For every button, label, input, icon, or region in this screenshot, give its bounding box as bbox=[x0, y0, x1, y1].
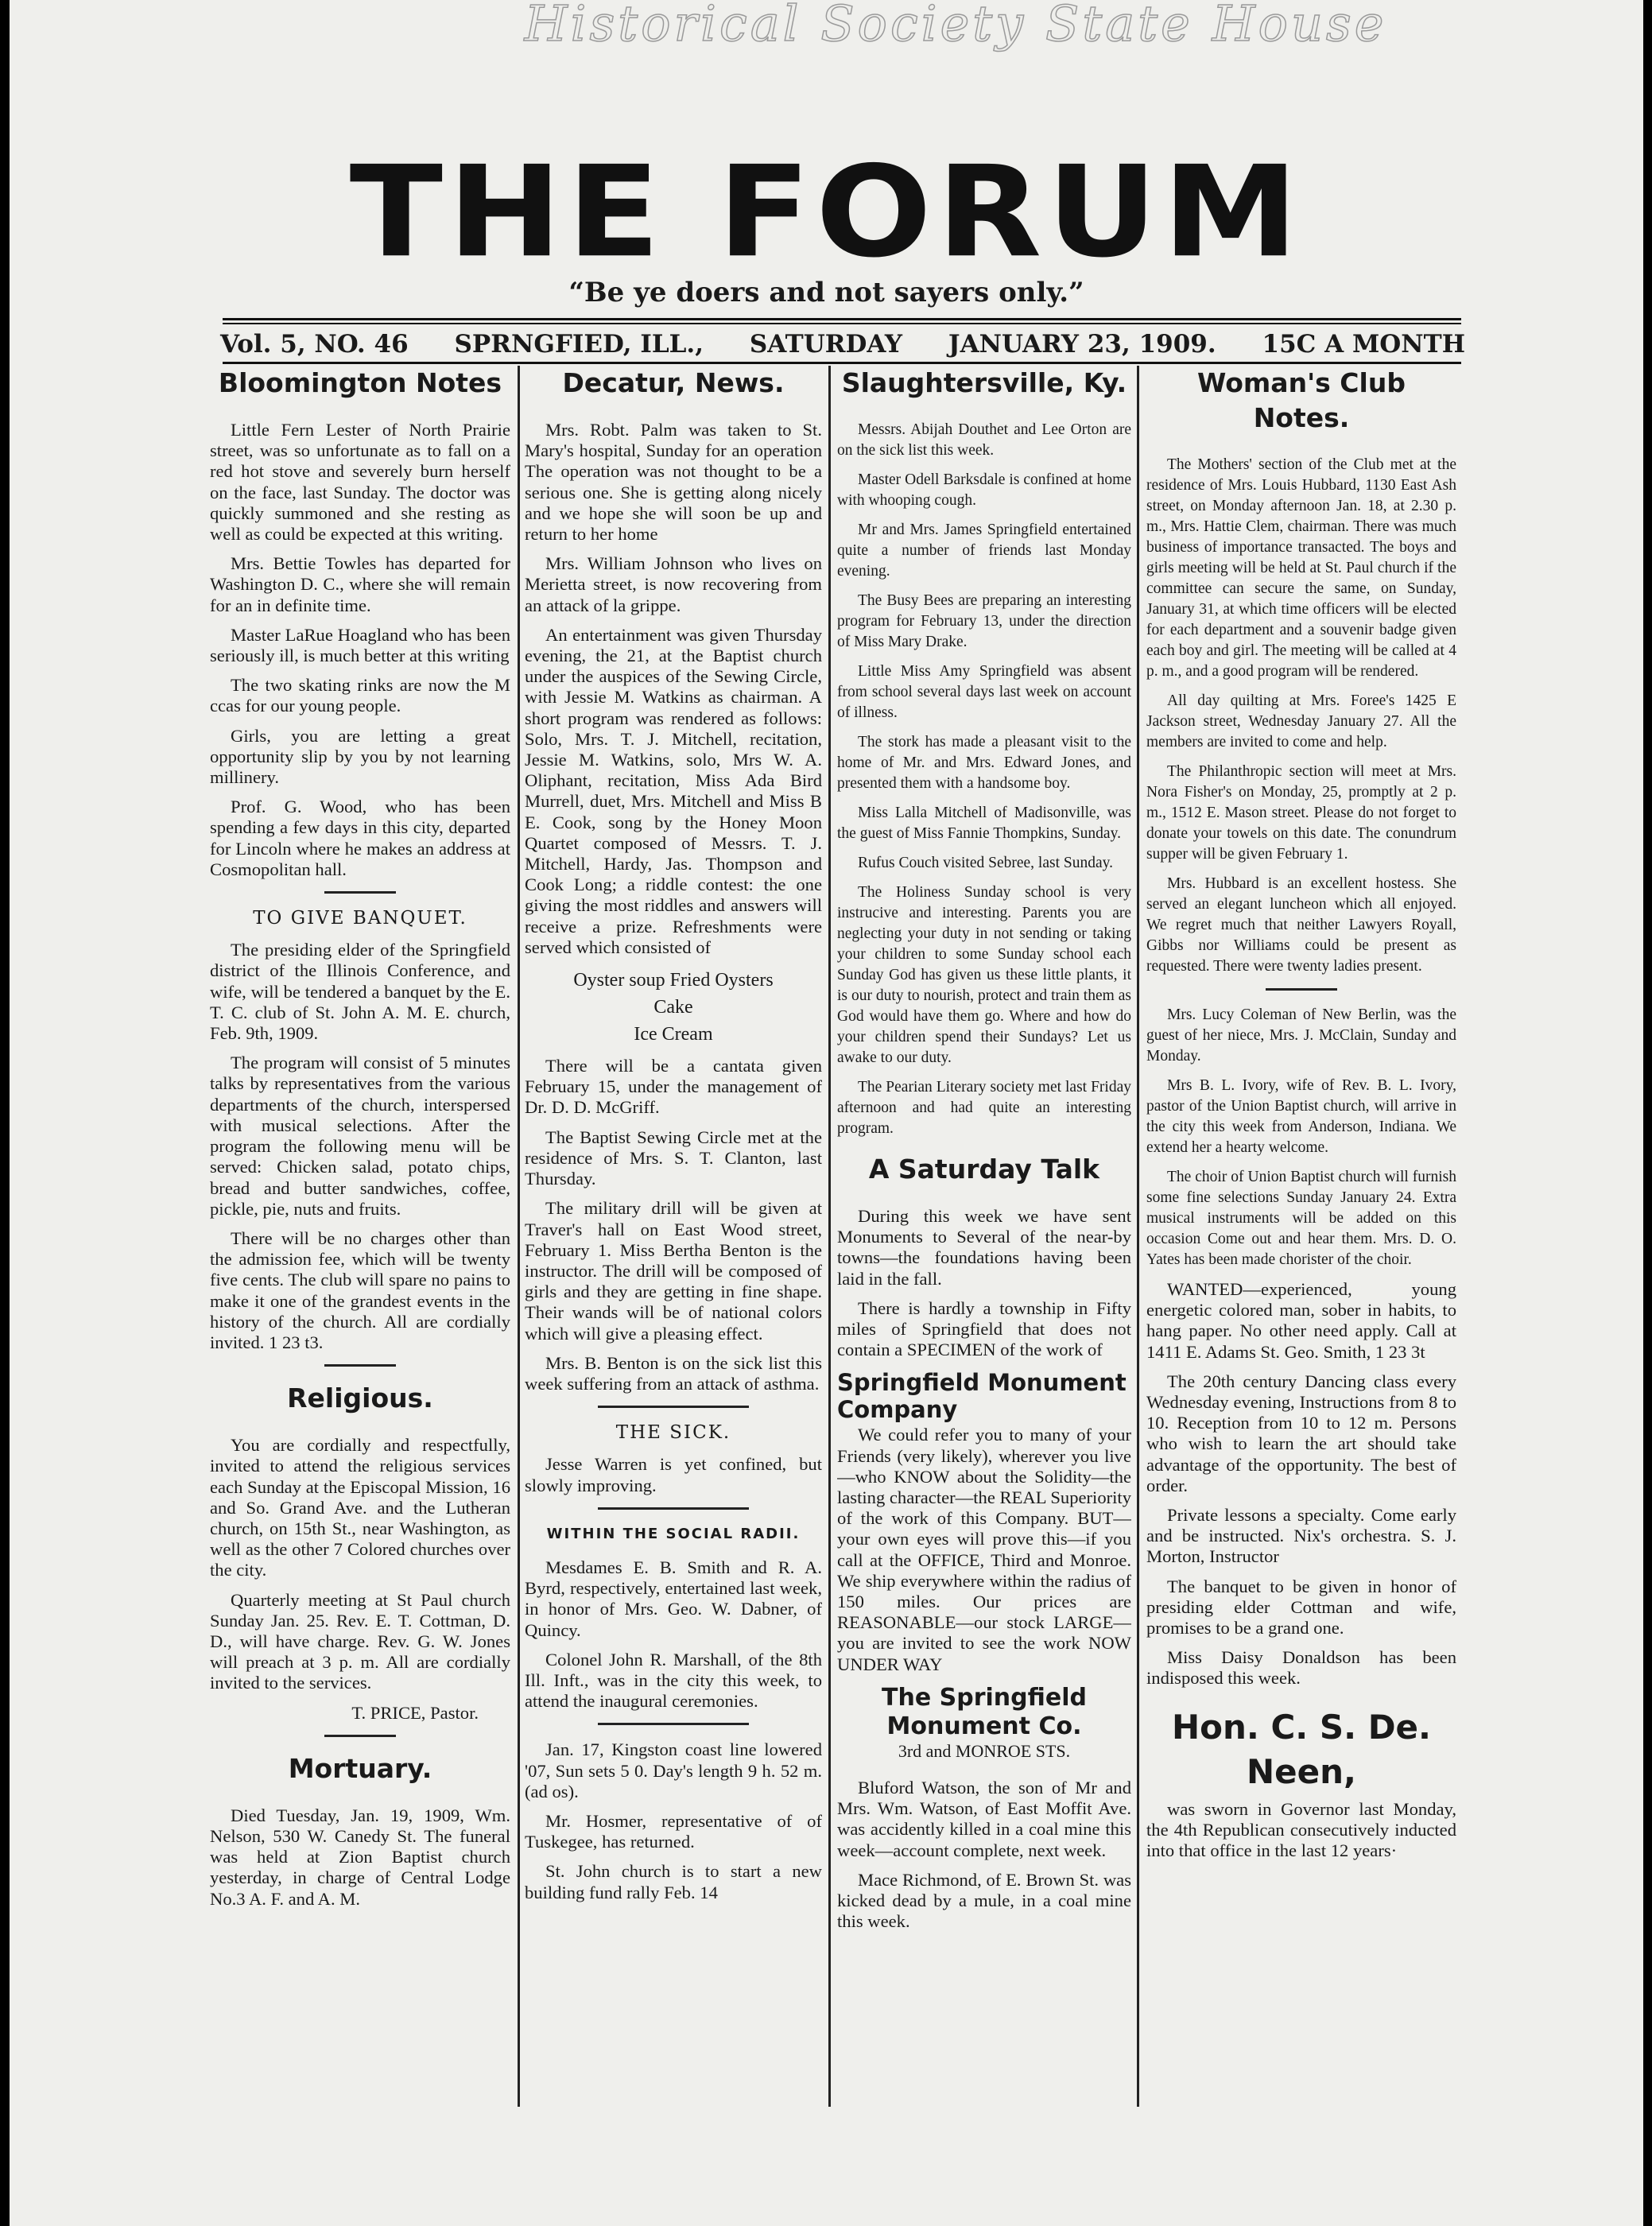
divider bbox=[598, 1507, 749, 1510]
paragraph: The military drill will be given at Traver's hall on East Wood street, February 1. Miss Bertha Benton is the instructor. The drill will be composed of girls and they are getting in fine shape. Their wands will be of national colors which will give a pleasing effect. bbox=[525, 1198, 822, 1344]
paragraph: Private lessons a specialty. Come early and be instructed. Nix's orchestra. S. J. Morton, Instructor bbox=[1146, 1505, 1456, 1567]
paragraph: Miss Lalla Mitchell of Madisonville, was the guest of Miss Fannie Thompkins, Sunday. bbox=[837, 805, 1131, 842]
subheading: TO GIVE BANQUET. bbox=[253, 908, 467, 929]
divider bbox=[324, 891, 396, 894]
section-heading: Decatur, News. bbox=[562, 367, 785, 398]
column-rule bbox=[1137, 366, 1139, 2107]
paragraph: Mrs. Lucy Coleman of New Berlin, was the guest of her niece, Mrs. J. McClain, Sunday and Monday. bbox=[1146, 1006, 1456, 1065]
newspaper-page bbox=[10, 0, 1643, 2226]
subheading: WITHIN THE SOCIAL RADII. bbox=[546, 1525, 801, 1542]
section-heading: A Saturday Talk bbox=[868, 1154, 1100, 1185]
paragraph: Quarterly meeting at St Paul church Sunday Jan. 25. Rev. E. T. Cottman, D. D., will have charge. Rev. G. W. Jones will preach at 3 p. m. All are cordially invited to the services. bbox=[210, 1589, 510, 1693]
dateline-date: JANUARY 23, 1909. bbox=[948, 330, 1216, 359]
column-4 bbox=[1146, 366, 1456, 2226]
paragraph: Girls, you are letting a great opportunity slip by you by not learning millinery. bbox=[210, 725, 510, 788]
paragraph: Messrs. Abijah Douthet and Lee Orton are on the sick list this week. bbox=[837, 421, 1131, 459]
paragraph: The Philanthropic section will meet at Mrs. Nora Fisher's on Monday, 25, promptly at 2 p. m., 1512 E. Mason street. Please do not forget to donate your towels on this date. The conundrum supper will be given February 1. bbox=[1146, 763, 1456, 863]
paragraph: The Mothers' section of the Club met at the residence of Mrs. Louis Hubbard, 1130 East Ash street, on Monday afternoon Jan. 18, at 2.30 p. m., Mrs. Hattie Clem, chairman. There was much business of importance transacted. The boys and girls meeting will be held at St. Paul church if the committee can secure the same, on Sunday, January 31, at which time officers will be elected for each department and a souvenir badge given each boy and girl. The meeting will be called at 4 p. m., and a good program will be rendered. bbox=[1146, 456, 1456, 680]
paragraph: An entertainment was given Thursday evening, the 21, at the Baptist church under the auspices of the Sewing Circle, with Jessie M. Watkins as chairman. A short program was rendered as follows: Solo, Mrs. T. J. Mitchell, recitation, Jessie M. Watkins, solo, Mrs W. A. Oliphant, recitation, Miss Ada Bird Murrell, duet, Mrs. Mitchell and Miss B E. Cook, song by the Honey Moon Quartet composed of Messrs. T. J. Mitchell, Hardy, Jas. Thompson and Cook Long; a riddle contest: the one giving the most riddles and answers will receive a prize. Refreshments were served which consisted of bbox=[525, 624, 822, 957]
section-heading: Hon. C. S. De. Neen, bbox=[1171, 1707, 1431, 1791]
paragraph: The Holiness Sunday school is very instrucive and interesting. Parents you are neglecting your duty in not sending or taking your children to some Sunday school each Sunday God has given us these little plants, it is our duty to nourish, protect and train them as God would have them go. Where and how do your children spend their Sundays? Let us awake to our duty. bbox=[837, 884, 1131, 1066]
divider bbox=[324, 1735, 396, 1737]
paragraph: Mr. Hosmer, representative of of Tuskegee, has returned. bbox=[525, 1810, 822, 1852]
paragraph: Colonel John R. Marshall, of the 8th Ill. Inft., was in the city this week, to attend the inaugural ceremonies. bbox=[525, 1649, 822, 1712]
paragraph: The Baptist Sewing Circle met at the residence of Mrs. S. T. Clanton, last Thursday. bbox=[525, 1127, 822, 1189]
column-rule bbox=[518, 366, 520, 2107]
paragraph: The Busy Bees are preparing an interesting program for February 13, under the direction of Miss Mary Drake. bbox=[837, 592, 1131, 650]
top-rule bbox=[223, 318, 1461, 320]
subheading: THE SICK. bbox=[615, 1422, 731, 1444]
section-heading: Mortuary. bbox=[288, 1752, 432, 1784]
top-rule-thin bbox=[223, 323, 1461, 324]
dateline-price: 15C A MONTH bbox=[1262, 330, 1465, 359]
paragraph: There will be a cantata given February 15, under the management of Dr. D. D. McGriff. bbox=[525, 1056, 822, 1118]
paragraph: Master LaRue Hoagland who has been seriously ill, is much better at this writing bbox=[210, 624, 510, 666]
paragraph: The program will consist of 5 minutes talks by representatives from the various departments of the church, interspersed with musical selections. After the program the following menu will be served: Chicken salad, potato chips, bread and butter sandwiches, coffee, pickle, pie, nuts and fruits. bbox=[210, 1053, 510, 1219]
dateline-city: SPRNGFIED, ILL., bbox=[454, 330, 704, 359]
paragraph: Jesse Warren is yet confined, but slowly improving. bbox=[525, 1454, 822, 1495]
paragraph: The 20th century Dancing class every Wednesday evening, Instructions from 8 to 10. Reception from 10 to 12 m. Persons who wish to learn the art should take advantage of the opportunity. The best of order. bbox=[1146, 1371, 1456, 1495]
paragraph: Mr and Mrs. James Springfield entertained quite a number of friends last Monday evening. bbox=[837, 522, 1131, 580]
section-heading: Bloomington Notes bbox=[218, 367, 502, 398]
paragraph: We could refer you to many of your Friends (very likely), wherever you live—who KNOW about the Solidity—the lasting character—the REAL Superiority of the work of this Company. BUT—your own eyes will prove this—if you call at the OFFICE, Third and Monroe. We ship everywhere within the radius of 150 miles. Our prices are REASONABLE—our stock LARGE—you are invited to see the work NOW UNDER WAY bbox=[837, 1425, 1131, 1674]
paragraph: Little Miss Amy Springfield was absent from school several days last week on account of illness. bbox=[837, 663, 1131, 721]
paragraph: During this week we have sent Monuments to Several of the near-by towns—the foundations having been laid in the fall. bbox=[837, 1206, 1131, 1289]
menu-item: Cake bbox=[653, 997, 693, 1018]
paragraph: Miss Daisy Donaldson has been indisposed this week. bbox=[1146, 1647, 1456, 1689]
divider bbox=[324, 1364, 396, 1367]
paragraph: Died Tuesday, Jan. 19, 1909, Wm. Nelson, 530 W. Canedy St. The funeral was held at Zion Baptist church yesterday, in charge of Central Lodge No.3 A. F. and A. M. bbox=[210, 1805, 510, 1909]
paragraph: There is hardly a township in Fifty miles of Springfield that does not contain a SPECIMEN of the work of bbox=[837, 1297, 1131, 1360]
menu-item: Ice Cream bbox=[634, 1024, 713, 1045]
signature: T. PRICE, Pastor. bbox=[351, 1702, 479, 1723]
paragraph: The stork has made a pleasant visit to the home of Mr. and Mrs. Edward Jones, and presented them with a handsome boy. bbox=[837, 734, 1131, 792]
paragraph: Jan. 17, Kingston coast line lowered '07, Sun sets 5 0. Day's length 9 h. 52 m. (ad os). bbox=[525, 1739, 822, 1801]
menu-item: Oyster soup Fried Oysters bbox=[573, 970, 774, 991]
paragraph: Mrs. Robt. Palm was taken to St. Mary's hospital, Sunday for an operation The operation was not thought to be a serious one. She is getting along nicely and we hope she will soon be up and return to her home bbox=[525, 420, 822, 545]
dateline-rule bbox=[223, 362, 1461, 364]
masthead-motto: “Be ye doers and not sayers only.” bbox=[568, 277, 1084, 308]
paragraph: Mrs B. L. Ivory, wife of Rev. B. L. Ivory, pastor of the Union Baptist church, will arrive in the city this week from Anderson, Indiana. We extend her a hearty welcome. bbox=[1146, 1077, 1456, 1156]
column-1 bbox=[210, 366, 510, 2226]
paragraph: Mace Richmond, of E. Brown St. was kicked dead by a mule, in a coal mine this week. bbox=[837, 1869, 1131, 1932]
masthead-title: THE FORUM bbox=[349, 138, 1304, 285]
paragraph: was sworn in Governor last Monday, the 4th Republican consecutively inducted into that office in the last 12 years· bbox=[1146, 1798, 1456, 1861]
dateline-volume: Vol. 5, NO. 46 bbox=[220, 330, 409, 359]
paragraph: All day quilting at Mrs. Foree's 1425 E Jackson street, Wednesday January 27. All the members are invited to come and help. bbox=[1146, 692, 1456, 750]
paragraph: Master Odell Barksdale is confined at home with whooping cough. bbox=[837, 471, 1131, 509]
divider bbox=[598, 1723, 749, 1725]
dateline-day: SATURDAY bbox=[749, 330, 903, 359]
section-heading: Slaughtersville, Ky. bbox=[841, 367, 1127, 398]
section-heading: Religious. bbox=[287, 1383, 433, 1414]
section-heading: Woman's Club Notes. bbox=[1197, 367, 1406, 433]
ad-address: 3rd and MONROE STS. bbox=[898, 1740, 1071, 1761]
divider bbox=[598, 1406, 749, 1408]
column-2 bbox=[525, 366, 822, 2226]
paragraph: Little Fern Lester of North Prairie street, was so unfortunate as to fall on a red hot stove and severely burn herself on the face, last Sunday. The doctor was quickly summoned and she resting as well as could be expected at this writing. bbox=[210, 420, 510, 545]
classified-ad: WANTED—experienced, young energetic colored man, sober in habits, to hang paper. No other need apply. Call at 1411 E. Adams St. Geo. Smith, 1 23 3t bbox=[1146, 1279, 1456, 1362]
paragraph: Mrs. Bettie Towles has departed for Washington D. C., where she will remain for an in definite time. bbox=[210, 553, 510, 615]
paragraph: The two skating rinks are now the M ccas for our young people. bbox=[210, 675, 510, 716]
paragraph: Mesdames E. B. Smith and R. A. Byrd, respectively, entertained last week, in honor of Mrs. Geo. W. Dabner, of Quincy. bbox=[525, 1557, 822, 1640]
paragraph: The choir of Union Baptist church will furnish some fine selections Sunday January 24. Extra musical instruments will be added on this occasion Come out and hear them. Mrs. D. O. Yates has been made chorister of the choir. bbox=[1146, 1169, 1456, 1268]
library-stamp: Historical Society State House bbox=[524, 0, 1387, 52]
paragraph: The presiding elder of the Springfield district of the Illinois Conference, and wife, will be tendered a banquet by the E. T. C. club of St. John A. M. E. church, Feb. 9th, 1909. bbox=[210, 940, 510, 1044]
ad-company-name: Springfield Monument Company bbox=[837, 1369, 1127, 1424]
paragraph: The Pearian Literary society met last Friday afternoon and had quite an interesting program. bbox=[837, 1079, 1131, 1137]
paragraph: Mrs. B. Benton is on the sick list this week suffering from an attack of asthma. bbox=[525, 1352, 822, 1394]
column-rule bbox=[828, 366, 831, 2107]
paragraph: The banquet to be given in honor of presiding elder Cottman and wife, promises to be a grand one. bbox=[1146, 1576, 1456, 1638]
paragraph: You are cordially and respectfully, invited to attend the religious services each Sunday at the Episcopal Mission, 16 and So. Grand Ave. and the Lutheran church, on 15th St., near Washington, as well as the other 7 Colored churches over the city. bbox=[210, 1435, 510, 1580]
paragraph: St. John church is to start a new building fund rally Feb. 14 bbox=[525, 1861, 822, 1902]
paragraph: Prof. G. Wood, who has been spending a few days in this city, departed for Lincoln where he makes an address at Cosmopolitan hall. bbox=[210, 797, 510, 879]
paragraph: Mrs. Hubbard is an excellent hostess. She served an elegant luncheon which all enjoyed. We regret much that neither Lawyers Royall, Gibbs nor Williams could be present as requested. There were twenty ladies present. bbox=[1146, 875, 1456, 975]
ad-company-footer: The Springfield Monument Co. bbox=[882, 1683, 1087, 1740]
column-3 bbox=[837, 366, 1131, 2226]
dateline bbox=[220, 327, 1465, 362]
divider bbox=[1266, 988, 1337, 991]
refreshment-menu bbox=[525, 967, 822, 1048]
paragraph: Bluford Watson, the son of Mr and Mrs. Wm. Watson, of East Moffit Ave. was accidently killed in a coal mine this week—account complete, next week. bbox=[837, 1778, 1131, 1860]
paragraph: Rufus Couch visited Sebree, last Sunday. bbox=[858, 855, 1113, 871]
paragraph: There will be no charges other than the admission fee, which will be twenty five cents. The club will spare no pains to make it one of the grandest events in the history of the church. All are cordially invited. 1 23 t3. bbox=[210, 1227, 510, 1352]
paragraph: Mrs. William Johnson who lives on Merietta street, is now recovering from an attack of la grippe. bbox=[525, 553, 822, 615]
